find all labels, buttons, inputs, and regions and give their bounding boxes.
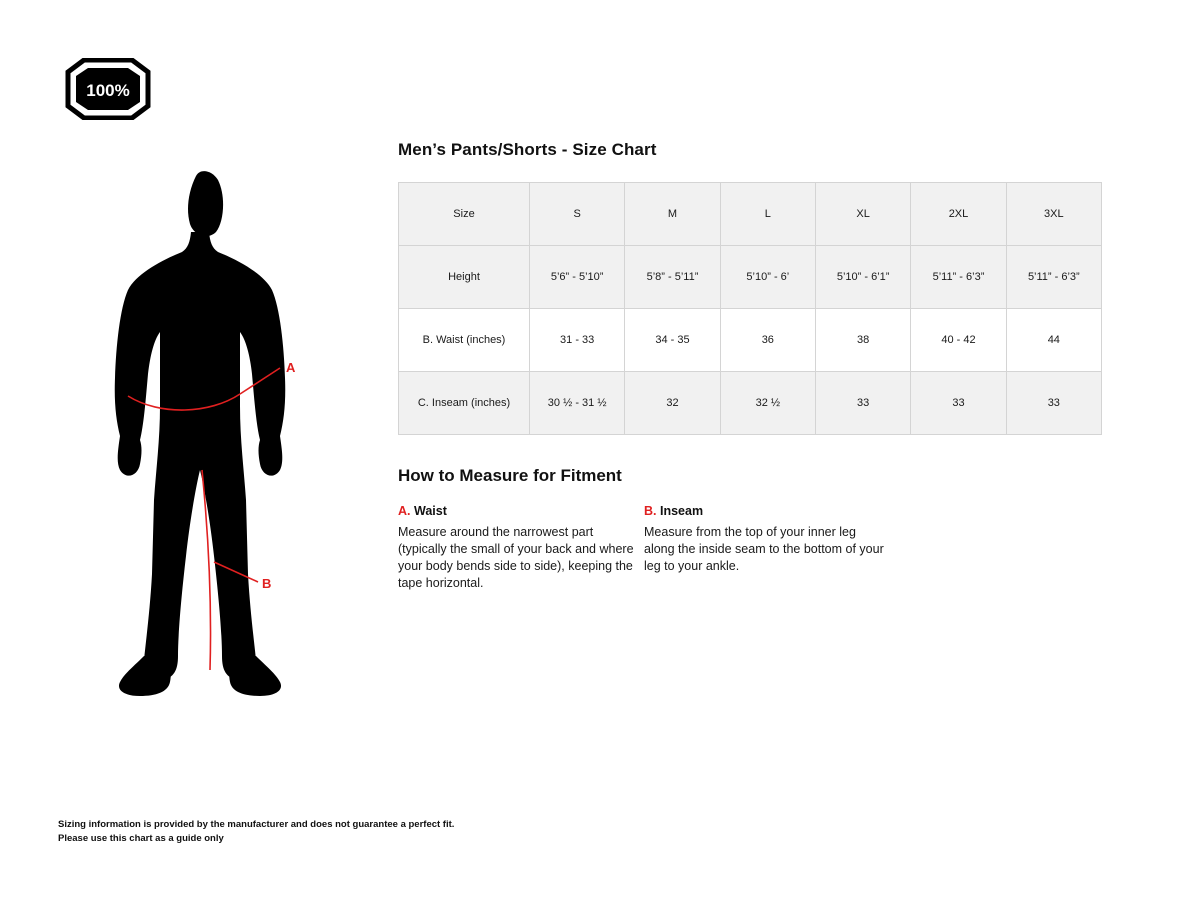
- measure-inseam-name: Inseam: [659, 504, 704, 518]
- cell-waist-2xl: 40 - 42: [911, 309, 1006, 372]
- row-label-waist: B. Waist (inches): [399, 309, 530, 372]
- column-header-xl: XL: [815, 183, 910, 246]
- column-header-2xl: 2XL: [911, 183, 1006, 246]
- measure-inseam-letter: B.: [644, 504, 657, 518]
- footer-line-1: Sizing information is provided by the manufacturer and does not guarantee a perfect fit.: [58, 819, 455, 830]
- how-to-measure-title: How to Measure for Fitment: [398, 466, 622, 485]
- column-header-3xl: 3XL: [1006, 183, 1101, 246]
- cell-height-2xl: 5’11” - 6’3”: [911, 246, 1006, 309]
- cell-inseam-xl: 33: [815, 372, 910, 435]
- logo-text: 100%: [86, 81, 130, 100]
- cell-inseam-3xl: 33: [1006, 372, 1101, 435]
- cell-waist-xl: 38: [815, 309, 910, 372]
- callout-a-label: A: [286, 360, 296, 375]
- cell-height-m: 5’8” - 5’11”: [625, 246, 720, 309]
- size-chart-title: Men’s Pants/Shorts - Size Chart: [398, 140, 657, 159]
- column-header-m: M: [625, 183, 720, 246]
- column-header-s: S: [530, 183, 625, 246]
- table-header-row: [399, 183, 1102, 246]
- measure-item-waist: [398, 504, 640, 592]
- cell-waist-l: 36: [720, 309, 815, 372]
- silhouette-shape: [115, 171, 286, 696]
- body-silhouette-diagram: [90, 170, 350, 720]
- how-to-measure-section: [398, 466, 1158, 592]
- table-row-height: [399, 246, 1102, 309]
- row-label-height: Height: [399, 246, 530, 309]
- cell-inseam-m: 32: [625, 372, 720, 435]
- measure-inseam-heading: [644, 504, 886, 518]
- cell-inseam-s: 30 ½ - 31 ½: [530, 372, 625, 435]
- cell-waist-3xl: 44: [1006, 309, 1101, 372]
- brand-logo: [60, 58, 156, 120]
- cell-inseam-2xl: 33: [911, 372, 1006, 435]
- cell-height-3xl: 5’11” - 6’3”: [1006, 246, 1101, 309]
- column-header-size: Size: [399, 183, 530, 246]
- measure-waist-heading: [398, 504, 640, 518]
- measure-item-inseam: [644, 504, 886, 592]
- cell-inseam-l: 32 ½: [720, 372, 815, 435]
- cell-waist-m: 34 - 35: [625, 309, 720, 372]
- column-header-l: L: [720, 183, 815, 246]
- cell-height-l: 5’10” - 6’: [720, 246, 815, 309]
- cell-height-s: 5’6” - 5’10”: [530, 246, 625, 309]
- measure-inseam-text: Measure from the top of your inner leg along the inside seam to the bottom of your leg to your ankle.: [644, 525, 884, 573]
- callout-b-label: B: [262, 576, 272, 591]
- size-chart-table: [398, 182, 1102, 435]
- measure-waist-text: Measure around the narrowest part (typically the small of your back and where your body bends side to side), keeping the tape horizontal.: [398, 525, 634, 590]
- footer-line-2: Please use this chart as a guide only: [58, 833, 224, 845]
- table-row-inseam: [399, 372, 1102, 435]
- footer-disclaimer: [58, 818, 454, 847]
- cell-waist-s: 31 - 33: [530, 309, 625, 372]
- row-label-inseam: C. Inseam (inches): [399, 372, 530, 435]
- size-chart-section: [398, 140, 1158, 435]
- measure-waist-name: Waist: [413, 504, 447, 518]
- table-row-waist: [399, 309, 1102, 372]
- cell-height-xl: 5’10” - 6’1”: [815, 246, 910, 309]
- measure-waist-letter: A.: [398, 504, 411, 518]
